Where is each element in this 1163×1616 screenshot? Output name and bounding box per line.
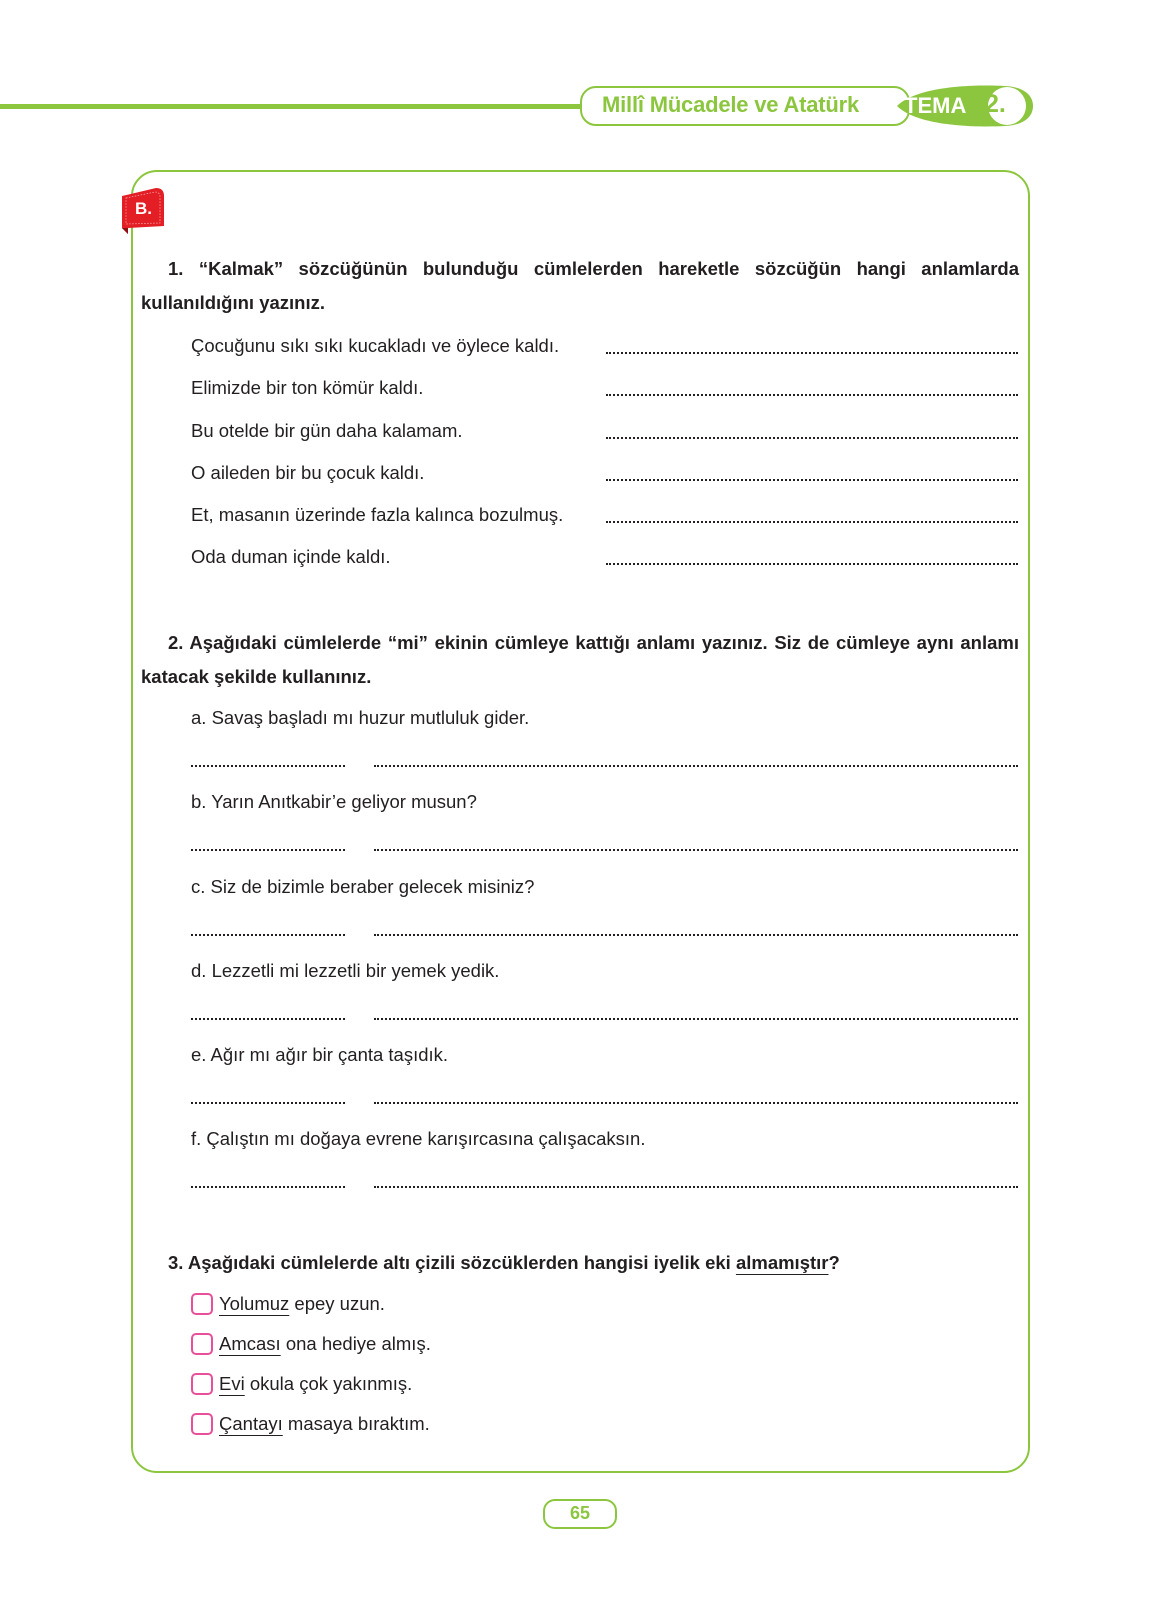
q2-sentence: c. Siz de bizimle beraber gelecek misiniz? [191, 876, 535, 897]
header-rule [0, 104, 600, 109]
q1-sentence: O aileden bir bu çocuk kaldı. [191, 462, 425, 483]
checkbox[interactable] [191, 1413, 213, 1435]
q2-sentence: d. Lezzetli mi lezzetli bir yemek yedik. [191, 960, 500, 981]
theme-title: Millî Mücadele ve Atatürk [602, 92, 860, 117]
q2-meaning-blank[interactable] [191, 932, 345, 936]
question-2-title: 2. Aşağıdaki cümlelerde “mi” ekinin cümleye kattığı anlamı yazınız. Siz de cümleye aynı anlamı katacak şekilde kullanınız. [141, 632, 1019, 687]
q2-usage-blank[interactable] [374, 1184, 1018, 1188]
q3-option[interactable]: Yolumuz epey uzun. [191, 1293, 385, 1315]
q1-answer-blank[interactable] [606, 435, 1018, 439]
q3-option[interactable]: Çantayı masaya bıraktım. [191, 1413, 430, 1435]
q1-sentence: Et, masanın üzerinde fazla kalınca bozulmuş. [191, 504, 564, 525]
q2-sentence: b. Yarın Anıtkabir’e geliyor musun? [191, 791, 477, 812]
q2-usage-blank[interactable] [374, 1016, 1018, 1020]
question-3-title: 3. Aşağıdaki cümlelerde altı çizili sözcüklerden hangisi iyelik eki almamıştır? [168, 1252, 840, 1273]
q1-sentence: Bu otelde bir gün daha kalamam. [191, 420, 463, 441]
q2-meaning-blank[interactable] [191, 1100, 345, 1104]
q2-usage-blank[interactable] [374, 763, 1018, 767]
q1-answer-blank[interactable] [606, 350, 1018, 354]
q2-sentence: e. Ağır mı ağır bir çanta taşıdık. [191, 1044, 449, 1065]
q2-sentence: a. Savaş başladı mı huzur mutluluk gider. [191, 707, 530, 728]
q3-option[interactable]: Amcası ona hediye almış. [191, 1333, 431, 1355]
q1-sentence: Çocuğunu sıkı sıkı kucakladı ve öylece kaldı. [191, 335, 560, 356]
q1-sentence: Oda duman içinde kaldı. [191, 546, 391, 567]
checkbox[interactable] [191, 1373, 213, 1395]
q2-usage-blank[interactable] [374, 1100, 1018, 1104]
q2-meaning-blank[interactable] [191, 1184, 345, 1188]
tema-label: TEMA [904, 93, 967, 118]
section-badge: B. [135, 199, 152, 218]
q2-usage-blank[interactable] [374, 932, 1018, 936]
q1-sentence: Elimizde bir ton kömür kaldı. [191, 377, 424, 398]
question-1-title: 1. “Kalmak” sözcüğünün bulunduğu cümlelerden hareketle sözcüğün hangi anlamlarda kullanıldığını yazınız. [141, 258, 1019, 313]
q1-answer-blank[interactable] [606, 477, 1018, 481]
q2-meaning-blank[interactable] [191, 763, 345, 767]
q2-sentence: f. Çalıştın mı doğaya evrene karışırcasına çalışacaksın. [191, 1128, 646, 1149]
q2-meaning-blank[interactable] [191, 1016, 345, 1020]
tema-number: 2. [985, 90, 1006, 118]
q3-option[interactable]: Evi okula çok yakınmış. [191, 1373, 412, 1395]
checkbox[interactable] [191, 1333, 213, 1355]
q2-usage-blank[interactable] [374, 847, 1018, 851]
checkbox[interactable] [191, 1293, 213, 1315]
q1-answer-blank[interactable] [606, 561, 1018, 565]
page-number: 65 [543, 1499, 617, 1529]
q1-answer-blank[interactable] [606, 392, 1018, 396]
q2-meaning-blank[interactable] [191, 847, 345, 851]
q1-answer-blank[interactable] [606, 519, 1018, 523]
